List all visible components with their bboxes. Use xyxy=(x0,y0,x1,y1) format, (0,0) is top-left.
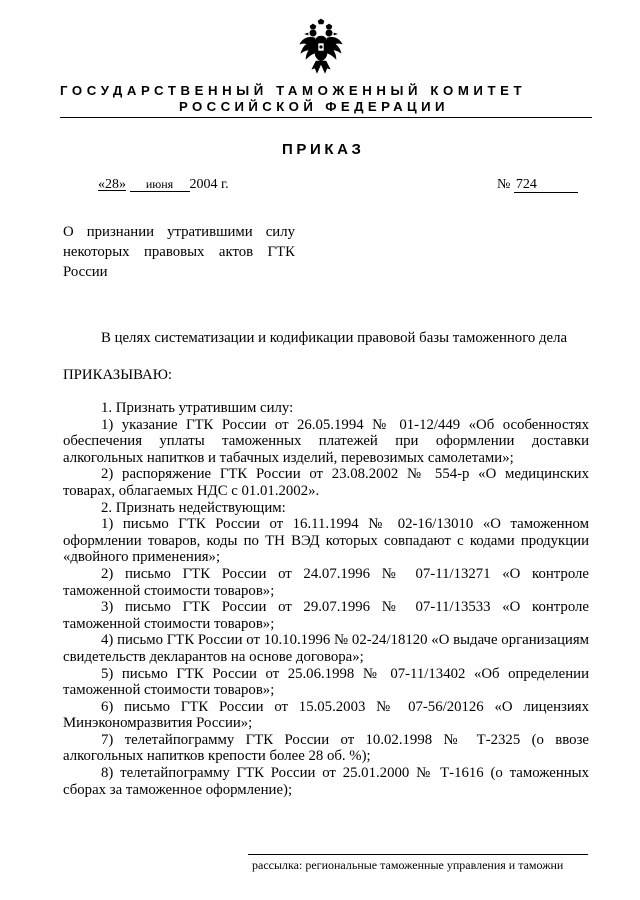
paragraph-2-2: 2) письмо ГТК России от 24.07.1996 № 07-11/13271 «О контроле таможенной стоимости товаров»; xyxy=(63,565,589,599)
date-open-quote: « xyxy=(98,177,105,192)
paragraph-2: 2. Признать недействующим: xyxy=(101,499,286,516)
footer-divider xyxy=(248,854,588,855)
paragraph-1: 1. Признать утратившим силу: xyxy=(101,400,294,416)
paragraph-2-6: 6) письмо ГТК России от 15.05.2003 № 07-56/20126 «О лицензиях Минэкономразвития России»; xyxy=(63,698,589,732)
document-title: ПРИКАЗ xyxy=(282,141,365,158)
paragraph-2-3: 3) письмо ГТК России от 29.07.1996 № 07-11/13533 «О контроле таможенной стоимости товаров»; xyxy=(63,599,589,632)
organization-name-line1: ГОСУДАРСТВЕННЫЙ ТАМОЖЕННЫЙ КОМИТЕТ xyxy=(60,83,527,98)
paragraph-2-8: 8) телетайпограмму ГТК России от 25.01.2000 № Т-1616 (о таможенных сборах за таможенное оформление); xyxy=(63,765,589,798)
date-year: 2004 г. xyxy=(189,177,229,192)
paragraph-2-1: 1) письмо ГТК России от 16.11.1994 № 02-16/13010 «О таможенном оформлении товаров, коды по ТН ВЭД которых совпадают с кодами продукции «двойного применения»; xyxy=(63,516,589,566)
paragraph-1-1: 1) указание ГТК России от 26.05.1994 № 01-12/449 «Об особенностях обеспечения уплаты таможенных платежей при оформлении доставки алкогольных напитков и табачных изделий, перевозимых самолетами»; xyxy=(63,416,589,466)
document-number xyxy=(497,177,578,193)
paragraph-2-5: 5) письмо ГТК России от 25.06.1998 № 07-11/13402 «Об определении таможенной стоимости товаров»; xyxy=(63,665,589,699)
paragraph-2-4: 4) письмо ГТК России от 10.10.1996 № 02-24/18120 «О выдаче организациям свидетельств декларантов на основе договора»; xyxy=(63,632,589,665)
paragraph-1-2: 2) распоряжение ГТК России от 23.08.2002 № 554-р «О медицинских товарах, облагаемых НДС с 01.01.2002». xyxy=(63,466,589,499)
organization-name-line2: РОССИЙСКОЙ ФЕДЕРАЦИИ xyxy=(179,99,449,114)
header-divider xyxy=(60,117,592,118)
document-date xyxy=(98,177,229,193)
russian-double-headed-eagle-icon xyxy=(299,18,343,76)
number-value: 724 xyxy=(514,178,578,193)
date-close-quote: » xyxy=(119,177,126,192)
document-body xyxy=(63,400,589,798)
document-subject: О признании утратившими силу некоторых правовых актов ГТК России xyxy=(63,224,295,280)
paragraph-2-7: 7) телетайпограмму ГТК России от 10.02.1998 № Т-2325 (о ввозе алкогольных напитков крепости более 28 об. %); xyxy=(63,731,589,765)
distribution-note: рассылка: региональные таможенные управления и таможни xyxy=(252,858,564,872)
number-label: № xyxy=(497,177,511,192)
date-month: июня xyxy=(130,177,190,192)
preamble: В целях систематизации и кодификации правовой базы таможенного дела xyxy=(101,330,568,346)
date-day: 28 xyxy=(105,177,119,192)
order-word: ПРИКАЗЫВАЮ: xyxy=(63,367,173,383)
